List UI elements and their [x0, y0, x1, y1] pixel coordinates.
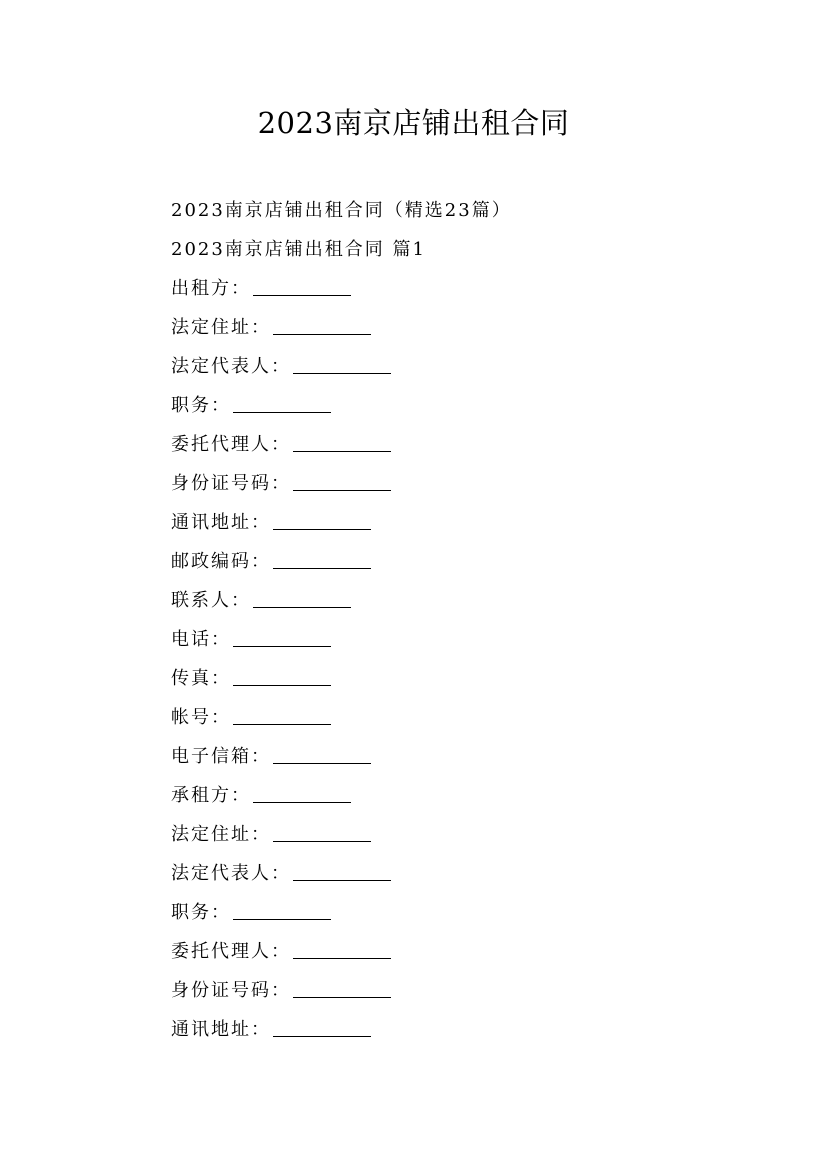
fill-in-blank	[293, 862, 391, 881]
field-label: 身份证号码：	[171, 980, 291, 1001]
field-label: 邮政编码：	[171, 551, 271, 572]
field-label: 法定代表人：	[171, 356, 291, 377]
field-label: 电话：	[171, 629, 231, 650]
fill-in-blank	[233, 667, 331, 686]
field-label: 法定代表人：	[171, 863, 291, 884]
field-line-lessor-fax	[171, 661, 771, 700]
field-line-lessor-email	[171, 739, 771, 778]
field-label: 电子信箱：	[171, 746, 271, 767]
fill-in-blank	[273, 745, 371, 764]
field-line-lessor-postcode	[171, 544, 771, 583]
fill-in-blank	[253, 277, 351, 296]
fill-in-blank	[253, 784, 351, 803]
field-label: 承租方：	[171, 785, 251, 806]
field-line-lessee	[171, 778, 771, 817]
field-label: 通讯地址：	[171, 1019, 271, 1040]
fill-in-blank	[293, 979, 391, 998]
fill-in-blank	[233, 706, 331, 725]
field-line-lessee-position	[171, 895, 771, 934]
field-label: 法定住址：	[171, 317, 271, 338]
field-line-lessee-address	[171, 817, 771, 856]
field-line-lessor-agent	[171, 427, 771, 466]
field-line-lessor-contact	[171, 583, 771, 622]
fill-in-blank	[253, 589, 351, 608]
fill-in-blank	[233, 628, 331, 647]
fill-in-blank	[273, 1018, 371, 1037]
field-label: 帐号：	[171, 707, 231, 728]
fill-in-blank	[273, 823, 371, 842]
field-line-lessor-address	[171, 310, 771, 349]
field-line-lessor-phone	[171, 622, 771, 661]
section-heading: 2023南京店铺出租合同 篇1	[171, 239, 426, 260]
field-line-lessor-mailing-address	[171, 505, 771, 544]
fill-in-blank	[293, 355, 391, 374]
field-line-lessor-position	[171, 388, 771, 427]
document-subtitle: 2023南京店铺出租合同（精选23篇）	[171, 200, 512, 221]
fill-in-blank	[233, 901, 331, 920]
fill-in-blank	[293, 940, 391, 959]
fill-in-blank	[273, 316, 371, 335]
field-label: 联系人：	[171, 590, 251, 611]
field-label: 通讯地址：	[171, 512, 271, 533]
document-title: 2023南京店铺出租合同	[257, 106, 570, 140]
field-label: 委托代理人：	[171, 434, 291, 455]
field-line-lessor-account	[171, 700, 771, 739]
field-label: 法定住址：	[171, 824, 271, 845]
fill-in-blank	[273, 550, 371, 569]
fill-in-blank	[233, 394, 331, 413]
field-label: 身份证号码：	[171, 473, 291, 494]
field-line-lessee-mailing-address	[171, 1012, 771, 1051]
field-line-lessee-id-number	[171, 973, 771, 1012]
field-label: 传真：	[171, 668, 231, 689]
field-label: 职务：	[171, 902, 231, 923]
field-line-lessor-legal-rep	[171, 349, 771, 388]
fill-in-blank	[293, 433, 391, 452]
field-label: 职务：	[171, 395, 231, 416]
field-label: 出租方：	[171, 278, 251, 299]
field-line-lessee-legal-rep	[171, 856, 771, 895]
field-line-lessee-agent	[171, 934, 771, 973]
field-line-lessor-id-number	[171, 466, 771, 505]
fill-in-blank	[273, 511, 371, 530]
fill-in-blank	[293, 472, 391, 491]
field-label: 委托代理人：	[171, 941, 291, 962]
field-line-lessor	[171, 271, 771, 310]
document-body	[171, 193, 771, 1051]
